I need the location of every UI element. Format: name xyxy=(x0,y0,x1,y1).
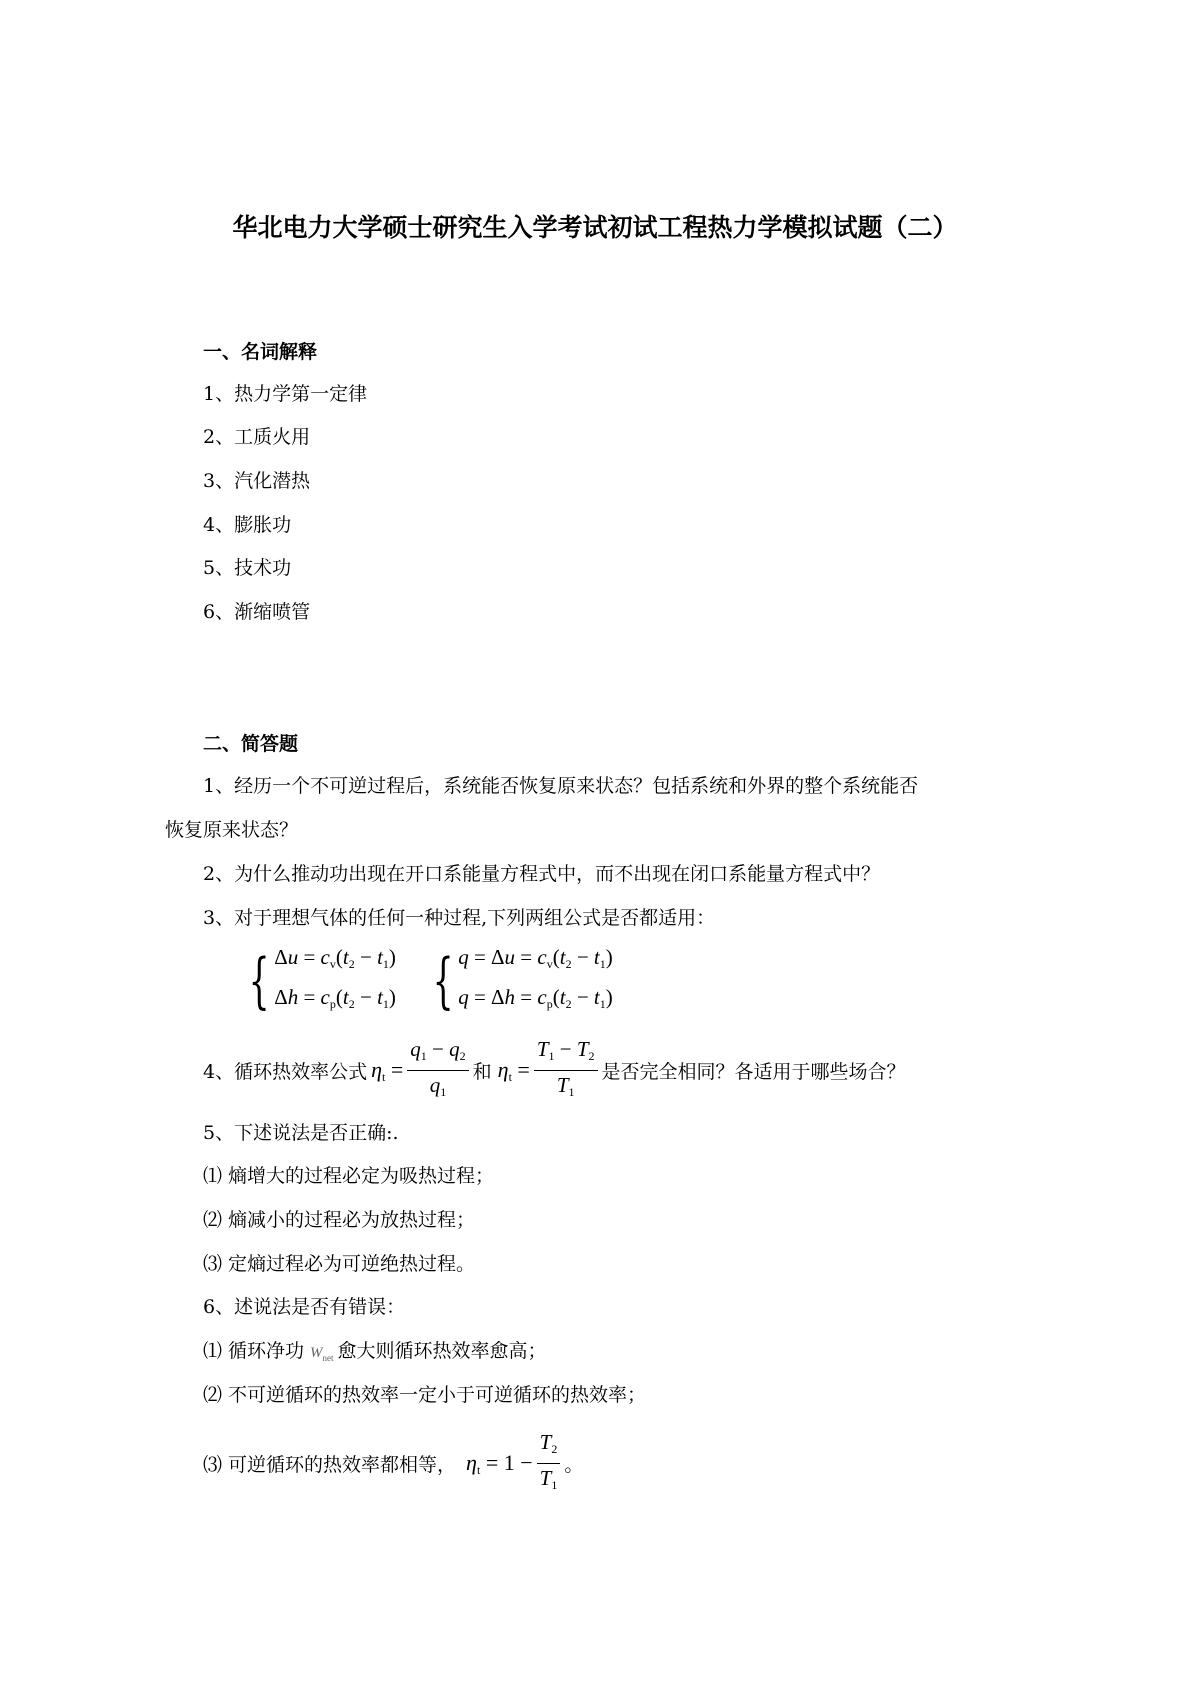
list-item: 4、膨胀功 xyxy=(203,514,292,536)
list-item: 5、技术功 xyxy=(203,557,292,579)
list-item: 1、热力学第一定律 xyxy=(203,383,368,405)
question-6-item-1-suffix: 愈大则循环热效率愈高； xyxy=(337,1340,547,1362)
question-6-item-3-prefix: ⑶ 可逆循环的热效率都相等， xyxy=(203,1454,457,1476)
page-title: 华北电力大学硕士研究生入学考试初试工程热力学模拟试题（二） xyxy=(232,213,958,242)
question-6-item-1-prefix: ⑴ 循环净功 xyxy=(203,1340,305,1362)
question-1-line2: 恢复原来状态？ xyxy=(165,819,299,841)
question-6-item-3-suffix: 。 xyxy=(564,1454,584,1476)
question-6-item-3: ⑶ 可逆循环的热效率都相等， $\eta_t = 1$ − $\frac{T_2}{T_1}$ 。 xyxy=(203,1428,583,1499)
question-5: 5、下述说法是否正确:. xyxy=(203,1122,399,1144)
list-item: 2、工质火用 xyxy=(203,426,311,448)
question-3: 3、对于理想气体的任何一种过程,下列两组公式是否都适用： xyxy=(203,907,716,929)
question-6: 6、述说法是否有错误： xyxy=(203,1296,406,1318)
list-item: ⑵ 熵减小的过程必为放热过程； xyxy=(203,1209,476,1231)
efficiency-fraction-1: $\frac{q_1 - q_2}{q_1}$ xyxy=(407,1035,468,1106)
section1-heading: 一、名词解释 xyxy=(203,341,318,363)
equation-group-1: { $\Delta u = c_v(t_2 - t_1)$ $\Delta h = c_p(t_2 - t_1)$ xyxy=(248,945,396,1016)
section2-heading: 二、简答题 xyxy=(203,733,299,755)
list-item: 3、汽化潜热 xyxy=(203,470,311,492)
question-4-prefix: 4、循环热效率公式 xyxy=(203,1061,368,1083)
list-item: ⑴ 熵增大的过程必定为吸热过程； xyxy=(203,1165,495,1187)
question-4-and: 和 xyxy=(472,1061,492,1083)
question-6-item-1: ⑴ 循环净功 $W_{net}$ 愈大则循环热效率愈高； xyxy=(203,1336,547,1363)
question-2: 2、为什么推动功出现在开口系能量方程式中，而不出现在闭口系能量方程式中？ xyxy=(203,863,881,885)
question-1-line1: 1、经历一个不可逆过程后，系统能否恢复原来状态？包括系统和外界的整个系统能否 xyxy=(203,775,919,797)
question-4-suffix: 是否完全相同？各适用于哪些场合？ xyxy=(601,1061,906,1083)
question-4: 4、循环热效率公式 $\eta_t$ = $\frac{q_1 - q_2}{q_1}$ 和 $\eta_t$ = $\frac{T_1 - T_2}{T_1}$ 是否完全相同？各适用于哪些场合？ xyxy=(203,1035,906,1106)
list-item: 6、渐缩喷管 xyxy=(203,601,311,623)
efficiency-fraction-3: $\frac{T_2}{T_1}$ xyxy=(537,1428,561,1499)
list-item: ⑵ 不可逆循环的热效率一定小于可逆循环的热效率； xyxy=(203,1384,647,1406)
equation-group-2: { $q = \Delta u = c_v(t_2 - t_1)$ $q = \Delta h = c_p(t_2 - t_1)$ xyxy=(432,945,613,1016)
efficiency-fraction-2: $\frac{T_1 - T_2}{T_1}$ xyxy=(534,1035,598,1106)
list-item: ⑶ 定熵过程必为可逆绝热过程。 xyxy=(203,1253,476,1275)
